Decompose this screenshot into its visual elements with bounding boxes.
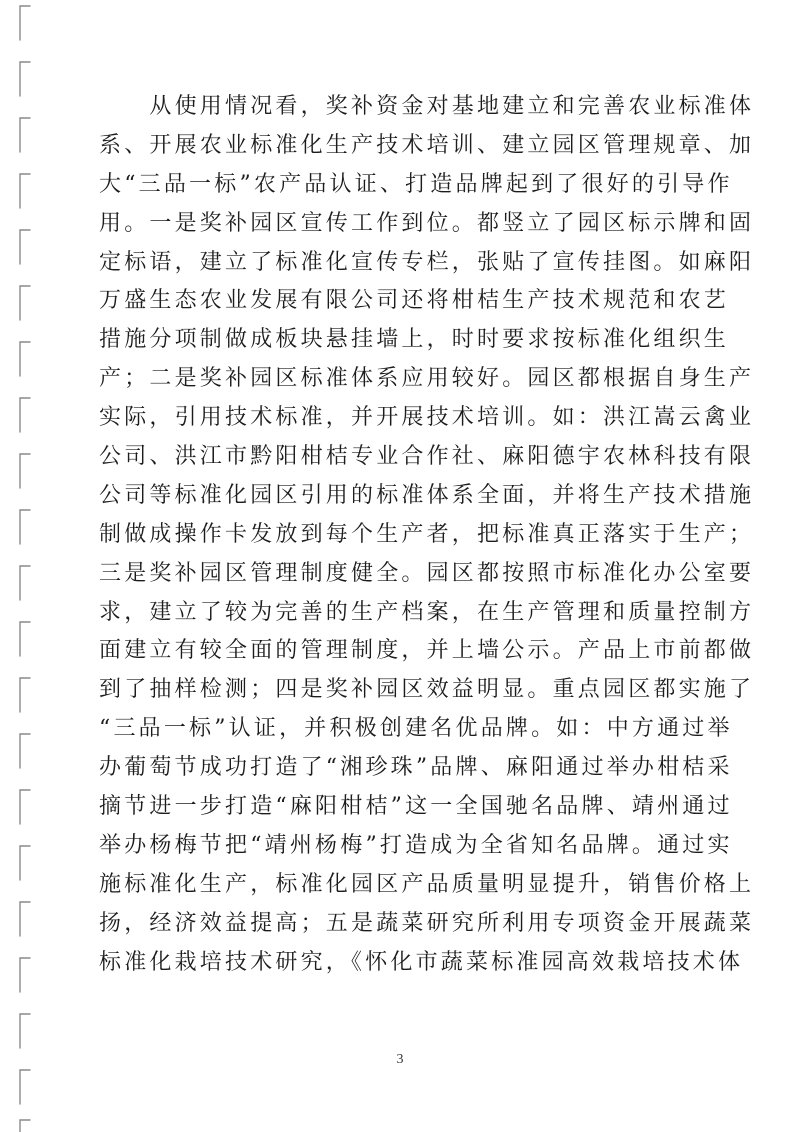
binding-bracket-icon bbox=[20, 118, 30, 152]
binding-bracket-icon bbox=[20, 342, 30, 376]
document-body bbox=[99, 88, 755, 982]
binding-bracket-icon bbox=[20, 62, 30, 96]
binding-bracket-icon bbox=[20, 678, 30, 712]
body-text-line: 办葡萄节成功打造了“湘珍珠”品牌、麻阳通过举办柑桔采 bbox=[99, 755, 733, 781]
binding-bracket-icon bbox=[20, 790, 30, 824]
body-text-line: 制做成操作卡发放到每个生产者，把标准真正落实于生产； bbox=[99, 521, 755, 547]
binding-bracket-icon bbox=[20, 902, 30, 936]
binding-bracket-icon bbox=[20, 566, 30, 600]
page-number: 3 bbox=[396, 1052, 404, 1067]
binding-bracket-icon bbox=[20, 510, 30, 544]
binding-bracket-icon bbox=[20, 1014, 30, 1048]
binding-bracket-icon bbox=[20, 230, 30, 264]
binding-bracket-icon bbox=[20, 958, 30, 992]
body-text-line: 系、开展农业标准化生产技术培训、建立园区管理规章、加 bbox=[99, 132, 755, 158]
body-text-line: 实际，引用技术标准，并开展技术培训。如：洪江嵩云禽业 bbox=[99, 405, 755, 431]
body-text-line: 施标准化生产，标准化园区产品质量明显提升，销售价格上 bbox=[99, 871, 755, 897]
body-text-line: 到了抽样检测；四是奖补园区效益明显。重点园区都实施了 bbox=[99, 677, 755, 703]
binding-bracket-icon bbox=[20, 398, 30, 432]
binding-bracket-icon bbox=[20, 174, 30, 208]
body-text-line: 扬，经济效益提高；五是蔬菜研究所利用专项资金开展蔬菜 bbox=[99, 910, 755, 936]
body-text-line: 举办杨梅节把“靖州杨梅”打造成为全省知名品牌。通过实 bbox=[99, 832, 733, 858]
binding-margin bbox=[0, 0, 40, 1132]
binding-bracket-icons bbox=[0, 0, 40, 1132]
body-text-line: “三品一标”认证，并积极创建名优品牌。如：中方通过举 bbox=[99, 716, 733, 742]
binding-bracket-icon bbox=[20, 734, 30, 768]
body-text-line: 定标语，建立了标准化宣传专栏，张贴了宣传挂图。如麻阳 bbox=[99, 249, 755, 275]
body-text-line: 用。一是奖补园区宣传工作到位。都竖立了园区标示牌和固 bbox=[99, 210, 755, 236]
binding-bracket-icon bbox=[20, 1120, 30, 1132]
body-text-line: 求，建立了较为完善的生产档案，在生产管理和质量控制方 bbox=[99, 599, 755, 625]
binding-bracket-icon bbox=[20, 1070, 30, 1104]
body-text-line: 公司、洪江市黔阳柑桔专业合作社、麻阳德宇农林科技有限 bbox=[99, 444, 755, 470]
binding-bracket-icon bbox=[20, 846, 30, 880]
binding-bracket-icon bbox=[20, 286, 30, 320]
body-text-line: 摘节进一步打造“麻阳柑桔”这一全国驰名品牌、靖州通过 bbox=[99, 794, 733, 820]
body-text-line: 面建立有较全面的管理制度，并上墙公示。产品上市前都做 bbox=[99, 638, 755, 664]
body-text-line: 万盛生态农业发展有限公司还将柑桔生产技术规范和农艺 bbox=[99, 288, 730, 314]
body-text-line: 产；二是奖补园区标准体系应用较好。园区都根据自身生产 bbox=[99, 366, 755, 392]
body-text-line: 大“三品一标”农产品认证、打造品牌起到了很好的引导作 bbox=[99, 171, 733, 197]
body-text-line: 措施分项制做成板块悬挂墙上，时时要求按标准化组织生 bbox=[99, 327, 730, 353]
binding-bracket-icon bbox=[20, 6, 30, 40]
body-text-line: 标准化栽培技术研究，《怀化市蔬菜标准园高效栽培技术体 bbox=[99, 949, 744, 975]
body-text-line: 公司等标准化园区引用的标准体系全面，并将生产技术措施 bbox=[99, 482, 755, 508]
body-text-line: 三是奖补园区管理制度健全。园区都按照市标准化办公室要 bbox=[99, 560, 755, 586]
body-text-line: 从使用情况看，奖补资金对基地建立和完善农业标准体 bbox=[99, 94, 755, 119]
binding-bracket-icon bbox=[20, 454, 30, 488]
binding-bracket-icon bbox=[20, 622, 30, 656]
